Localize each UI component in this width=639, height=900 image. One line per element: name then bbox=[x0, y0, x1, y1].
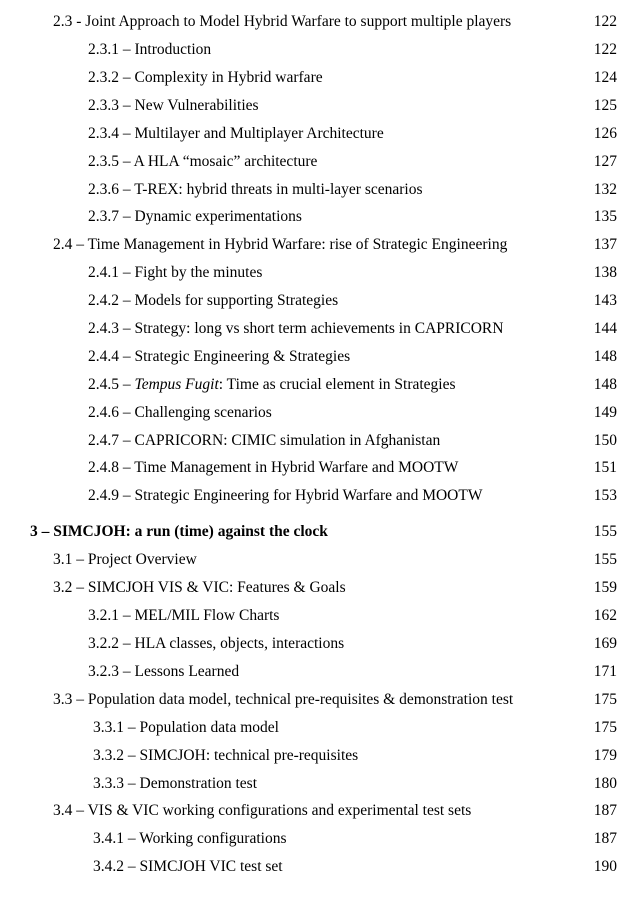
toc-entry-2-4-4[interactable] bbox=[0, 346, 639, 368]
toc-entry-page: 148 bbox=[593, 348, 617, 365]
toc-entry-number: 2.4.5 – bbox=[88, 376, 135, 393]
toc-entry-page: 127 bbox=[593, 153, 617, 170]
toc-entry-3-3-1[interactable] bbox=[0, 717, 639, 739]
toc-entry-2-4[interactable] bbox=[0, 234, 639, 256]
toc-entry-title: 2.4.6 – Challenging scenarios bbox=[88, 404, 272, 421]
toc-entry-title: 2.4.3 – Strategy: long vs short term achievements in CAPRICORN bbox=[88, 320, 504, 337]
toc-entry-page: 149 bbox=[593, 404, 617, 421]
toc-entry-title bbox=[88, 374, 456, 396]
toc-entry-page: 132 bbox=[593, 181, 617, 198]
toc-entry-page: 153 bbox=[593, 487, 617, 504]
toc-entry-title: 3.2 – SIMCJOH VIS & VIC: Features & Goals bbox=[53, 579, 346, 596]
toc-entry-page: 125 bbox=[593, 97, 617, 114]
toc-entry-page: 187 bbox=[593, 802, 617, 819]
toc-entry-page: 138 bbox=[593, 264, 617, 281]
toc-entry-3-2-3[interactable] bbox=[0, 661, 639, 683]
toc-entry-3-4-2[interactable] bbox=[0, 856, 639, 878]
toc-entry-3-1[interactable] bbox=[0, 549, 639, 571]
toc-entry-title: 2.4.9 – Strategic Engineering for Hybrid Warfare and MOOTW bbox=[88, 487, 483, 504]
toc-entry-3-4-1[interactable] bbox=[0, 828, 639, 850]
toc-entry-3-4[interactable] bbox=[0, 800, 639, 822]
toc-entry-title: 2.3 - Joint Approach to Model Hybrid Warfare to support multiple players bbox=[53, 13, 512, 30]
toc-entry-2-3-3[interactable] bbox=[0, 95, 639, 117]
toc-entry-title: 2.3.3 – New Vulnerabilities bbox=[88, 97, 259, 114]
toc-entry-2-4-9[interactable] bbox=[0, 485, 639, 507]
toc-entry-2-4-6[interactable] bbox=[0, 402, 639, 424]
toc-entry-2-4-7[interactable] bbox=[0, 430, 639, 452]
toc-entry-2-4-2[interactable] bbox=[0, 290, 639, 312]
toc-chapter-title: 3 – SIMCJOH: a run (time) against the clock bbox=[30, 523, 328, 540]
toc-entry-page: 155 bbox=[593, 551, 617, 568]
toc-entry-title: 3.2.1 – MEL/MIL Flow Charts bbox=[88, 607, 280, 624]
toc-entry-3-2-2[interactable] bbox=[0, 633, 639, 655]
toc-entry-title: 2.3.1 – Introduction bbox=[88, 41, 212, 58]
toc-entry-page: 137 bbox=[593, 236, 617, 253]
toc-entry-2-3[interactable] bbox=[0, 11, 639, 33]
toc-entry-page: 175 bbox=[593, 719, 617, 736]
toc-entry-page: 148 bbox=[593, 376, 617, 393]
toc-entry-page: 180 bbox=[593, 775, 617, 792]
toc-entry-3-2[interactable] bbox=[0, 577, 639, 599]
toc-entry-2-3-2[interactable] bbox=[0, 67, 639, 89]
toc-entry-title: 3.3.1 – Population data model bbox=[93, 719, 279, 736]
toc-entry-title: 3.2.3 – Lessons Learned bbox=[88, 663, 240, 680]
toc-entry-title: 3.2.2 – HLA classes, objects, interactions bbox=[88, 635, 345, 652]
toc-entry-page: 122 bbox=[593, 41, 617, 58]
toc-entry-title: 3.4.1 – Working configurations bbox=[93, 830, 287, 847]
toc-entry-title: 2.4.2 – Models for supporting Strategies bbox=[88, 292, 339, 309]
toc-entry-page: 159 bbox=[593, 579, 617, 596]
toc-entry-emphasis: Tempus Fugit bbox=[134, 376, 219, 393]
toc-entry-page: 151 bbox=[593, 459, 617, 476]
toc-entry-title: 3.3.2 – SIMCJOH: technical pre-requisites bbox=[93, 747, 359, 764]
toc-entry-3-3-3[interactable] bbox=[0, 773, 639, 795]
toc-entry-rest: : Time as crucial element in Strategies bbox=[218, 376, 456, 393]
toc-entry-2-3-5[interactable] bbox=[0, 151, 639, 173]
toc-entry-2-4-1[interactable] bbox=[0, 262, 639, 284]
toc-entry-3-3[interactable] bbox=[0, 689, 639, 711]
toc-entry-title: 3.4.2 – SIMCJOH VIC test set bbox=[93, 858, 283, 875]
toc-entry-page: 150 bbox=[593, 432, 617, 449]
toc-entry-3-3-2[interactable] bbox=[0, 745, 639, 767]
toc-entry-page: 124 bbox=[593, 69, 617, 86]
toc-entry-title: 2.3.5 – A HLA “mosaic” architecture bbox=[88, 153, 318, 170]
toc-entry-title: 2.4.4 – Strategic Engineering & Strategies bbox=[88, 348, 351, 365]
toc-entry-title: 2.3.2 – Complexity in Hybrid warfare bbox=[88, 69, 323, 86]
toc-entry-page: 190 bbox=[593, 858, 617, 875]
toc-entry-2-4-3[interactable] bbox=[0, 318, 639, 340]
toc-entry-2-3-6[interactable] bbox=[0, 179, 639, 201]
toc-entry-2-3-4[interactable] bbox=[0, 123, 639, 145]
toc-entry-page: 144 bbox=[593, 320, 617, 337]
toc-entry-page: 126 bbox=[593, 125, 617, 142]
toc-entry-2-4-8[interactable] bbox=[0, 457, 639, 479]
toc-entry-3-2-1[interactable] bbox=[0, 605, 639, 627]
toc-entry-title: 3.4 – VIS & VIC working configurations and experimental test sets bbox=[53, 802, 472, 819]
toc-entry-title: 3.3 – Population data model, technical pre-requisites & demonstration test bbox=[53, 691, 514, 708]
toc-entry-page: 175 bbox=[593, 691, 617, 708]
toc-entry-page: 179 bbox=[593, 747, 617, 764]
toc-entry-page: 169 bbox=[593, 635, 617, 652]
toc-chapter-3[interactable] bbox=[0, 521, 639, 543]
toc-entry-title: 3.1 – Project Overview bbox=[53, 551, 197, 568]
toc-entry-title: 2.4.7 – CAPRICORN: CIMIC simulation in Afghanistan bbox=[88, 432, 441, 449]
toc-entry-page: 155 bbox=[593, 523, 617, 540]
toc-entry-2-3-1[interactable] bbox=[0, 39, 639, 61]
toc-entry-title: 2.3.4 – Multilayer and Multiplayer Architecture bbox=[88, 125, 384, 142]
toc-entry-2-3-7[interactable] bbox=[0, 206, 639, 228]
toc-entry-page: 171 bbox=[593, 663, 617, 680]
toc-entry-title: 2.4.1 – Fight by the minutes bbox=[88, 264, 263, 281]
toc-entry-title: 3.3.3 – Demonstration test bbox=[93, 775, 258, 792]
toc-entry-page: 135 bbox=[593, 208, 617, 225]
toc-entry-title: 2.4 – Time Management in Hybrid Warfare: rise of Strategic Engineering bbox=[53, 236, 508, 253]
toc-entry-page: 187 bbox=[593, 830, 617, 847]
toc-entry-page: 162 bbox=[593, 607, 617, 624]
toc-entry-page: 122 bbox=[593, 13, 617, 30]
toc-entry-2-4-5[interactable] bbox=[0, 374, 639, 396]
toc-entry-title: 2.3.7 – Dynamic experimentations bbox=[88, 208, 302, 225]
toc-entry-title: 2.4.8 – Time Management in Hybrid Warfare and MOOTW bbox=[88, 459, 459, 476]
toc-entry-page: 143 bbox=[593, 292, 617, 309]
toc-entry-title: 2.3.6 – T-REX: hybrid threats in multi-layer scenarios bbox=[88, 181, 423, 198]
